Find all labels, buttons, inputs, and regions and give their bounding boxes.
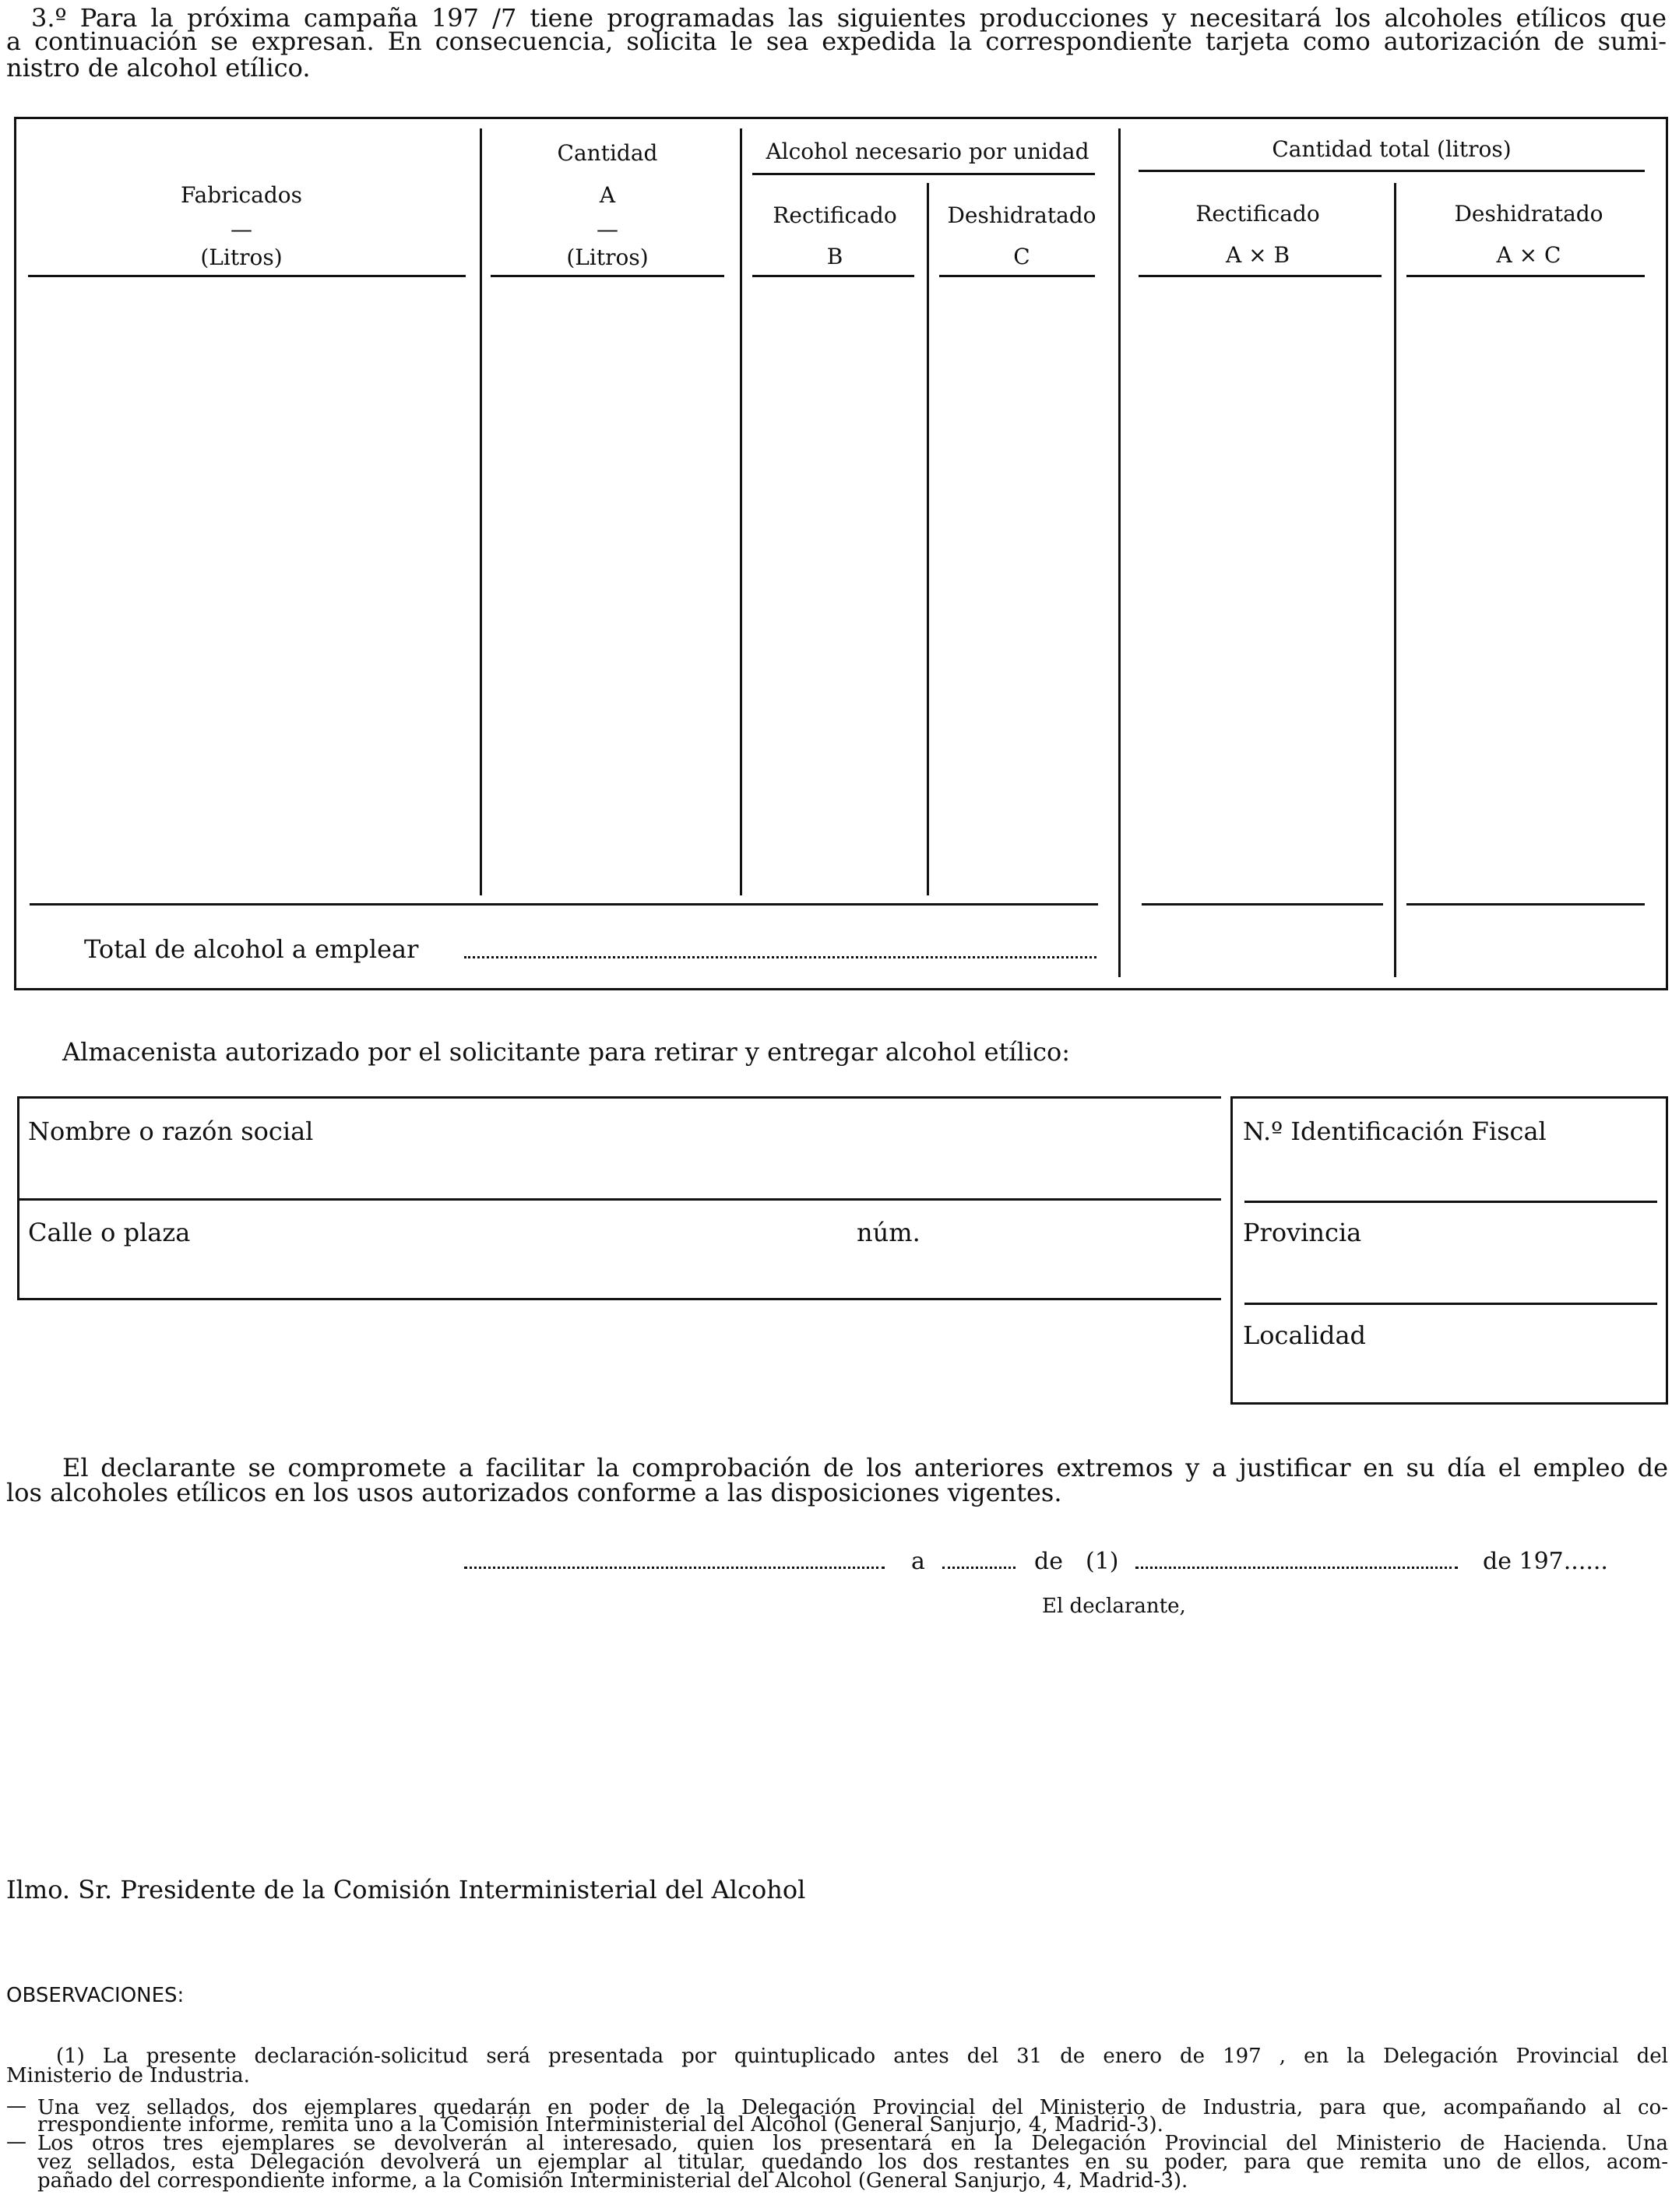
firma-label: El declarante,: [1042, 1595, 1186, 1618]
table-divider: [1118, 128, 1121, 977]
group-underline: [752, 173, 1095, 175]
localidad-label: Localidad: [1243, 1321, 1367, 1350]
col-header-rectificado-unidad: Rectificado: [773, 202, 897, 228]
calle-field[interactable]: [202, 1208, 841, 1291]
header-underline: [939, 275, 1095, 277]
col-header-cantidad-unit: (Litros): [566, 244, 649, 270]
total-label: Total de alcohol a emplear: [84, 934, 419, 964]
header-underline: [28, 275, 466, 277]
almacenista-heading: Almacenista autorizado por el solicitante para retirar y entregar alcohol etílico:: [62, 1037, 1071, 1067]
signature-area[interactable]: [857, 1627, 1402, 1837]
col-header-fabricados-unit: (Litros): [200, 244, 283, 270]
col-header-rectificado-total: Rectificado: [1195, 201, 1320, 227]
nombre-label: Nombre o razón social: [28, 1117, 314, 1146]
num-label: núm.: [857, 1218, 920, 1247]
note-1-line-1: (1) La presente declaración-solicitud será presentada por quintuplicado antes del 31 de enero de 197 , en la Delegación Provincial del: [56, 2045, 1668, 2068]
table-divider: [927, 183, 929, 895]
almacenista-top-line: [17, 1096, 1221, 1099]
table-divider: [480, 128, 482, 895]
bullet-dash: —: [6, 2094, 26, 2118]
observaciones-heading: OBSERVACIONES:: [6, 1984, 185, 2007]
declaracion-line-2: los alcoholes etílicos en los usos autorizados conforme a las disposiciones vigentes.: [6, 1478, 1062, 1507]
note-2-line-2: rrespondiente informe, remita uno a la Comisión Interministerial del Alcohol (General Sanjurjo, 4, Madrid-3).: [37, 2113, 1163, 2136]
group-underline: [1139, 170, 1645, 172]
col-header-deshidratado-unidad: Deshidratado: [947, 202, 1096, 228]
group-header-cantidad-total: Cantidad total (litros): [1272, 136, 1512, 162]
col-header-deshidratado-total: Deshidratado: [1454, 201, 1603, 227]
intro-line-2: a continuación se expresan. En consecuencia, solicita le sea expedida la correspondiente tarjeta como autorización de sumi-: [6, 26, 1667, 56]
date-year: de 197......: [1483, 1548, 1608, 1575]
intro-line-3: nistro de alcohol etílico.: [6, 53, 311, 83]
almacenista-bottom-line: [17, 1298, 1221, 1300]
localidad-field[interactable]: [1243, 1356, 1656, 1399]
bullet-dash: —: [6, 2130, 26, 2154]
total-separator: [1142, 903, 1383, 906]
header-underline: [1406, 275, 1645, 277]
col-header-formula-axc: A × C: [1496, 242, 1561, 268]
provincia-label: Provincia: [1243, 1218, 1362, 1247]
nif-field[interactable]: [1243, 1152, 1656, 1195]
header-underline: [491, 275, 724, 277]
date-a: a: [911, 1548, 925, 1575]
calle-label: Calle o plaza: [28, 1218, 191, 1247]
place-dotted-field[interactable]: [464, 1567, 885, 1569]
nif-underline: [1244, 1201, 1657, 1203]
day-dotted-field[interactable]: [942, 1567, 1016, 1569]
intro-line-1: 3.º Para la próxima campaña 197 /7 tiene programadas las siguientes producciones y necesitará los alcoholes etílicos que: [31, 3, 1667, 33]
table-divider: [1394, 183, 1396, 977]
col-header-formula-axb: A × B: [1225, 242, 1290, 268]
col-header-letter-c: C: [1013, 244, 1030, 269]
total-separator: [1406, 903, 1645, 906]
almacenista-mid-line: [17, 1198, 1221, 1201]
month-dotted-field[interactable]: [1135, 1567, 1458, 1569]
date-ref-1: (1): [1086, 1548, 1119, 1575]
col-header-cantidad-dash: —: [597, 216, 618, 242]
header-underline: [752, 275, 914, 277]
col-header-cantidad-letter: A: [599, 182, 616, 208]
header-underline: [1139, 275, 1382, 277]
note-1-line-2: Ministerio de Industria.: [6, 2064, 250, 2087]
total-dotted-leader[interactable]: [464, 956, 1096, 958]
total-separator: [30, 903, 1098, 906]
provincia-field[interactable]: [1243, 1254, 1656, 1296]
provincia-underline: [1244, 1303, 1657, 1305]
col-header-letter-b: B: [826, 244, 843, 269]
col-header-fabricados: Fabricados: [180, 182, 302, 208]
note-2-line-1: Una vez sellados, dos ejemplares quedarán en poder de la Delegación Provincial del Ministerio de Industria, para que, acompañando al co-: [37, 2096, 1668, 2119]
note-3-line-2: vez sellados, esta Delegación devolverá un ejemplar al titular, quedando los dos restantes en su poder, para que remita uno de ellos, acom-: [37, 2150, 1668, 2174]
group-header-alcohol-unidad: Alcohol necesario por unidad: [766, 139, 1089, 164]
col-header-cantidad: Cantidad: [557, 140, 658, 166]
date-de: de: [1034, 1548, 1063, 1575]
col-header-fabricados-dash: —: [231, 216, 252, 242]
table-divider: [740, 128, 742, 895]
nif-label: N.º Identificación Fiscal: [1243, 1117, 1547, 1146]
destinatario: Ilmo. Sr. Presidente de la Comisión Interministerial del Alcohol: [6, 1875, 806, 1904]
note-3-line-3: pañado del correspondiente informe, a la Comisión Interministerial del Alcohol (General Sanjurjo, 4, Madrid-3).: [37, 2169, 1188, 2193]
note-3-line-1: Los otros tres ejemplares se devolverán al interesado, quien los presentará en la Delegación Provincial del Ministerio de Hacienda. Una: [37, 2132, 1668, 2155]
declaracion-line-1: El declarante se compromete a facilitar la comprobación de los anteriores extremos y a justificar en su día el empleo de: [62, 1453, 1668, 1482]
nombre-field[interactable]: [327, 1106, 1207, 1191]
num-field[interactable]: [935, 1208, 1207, 1291]
